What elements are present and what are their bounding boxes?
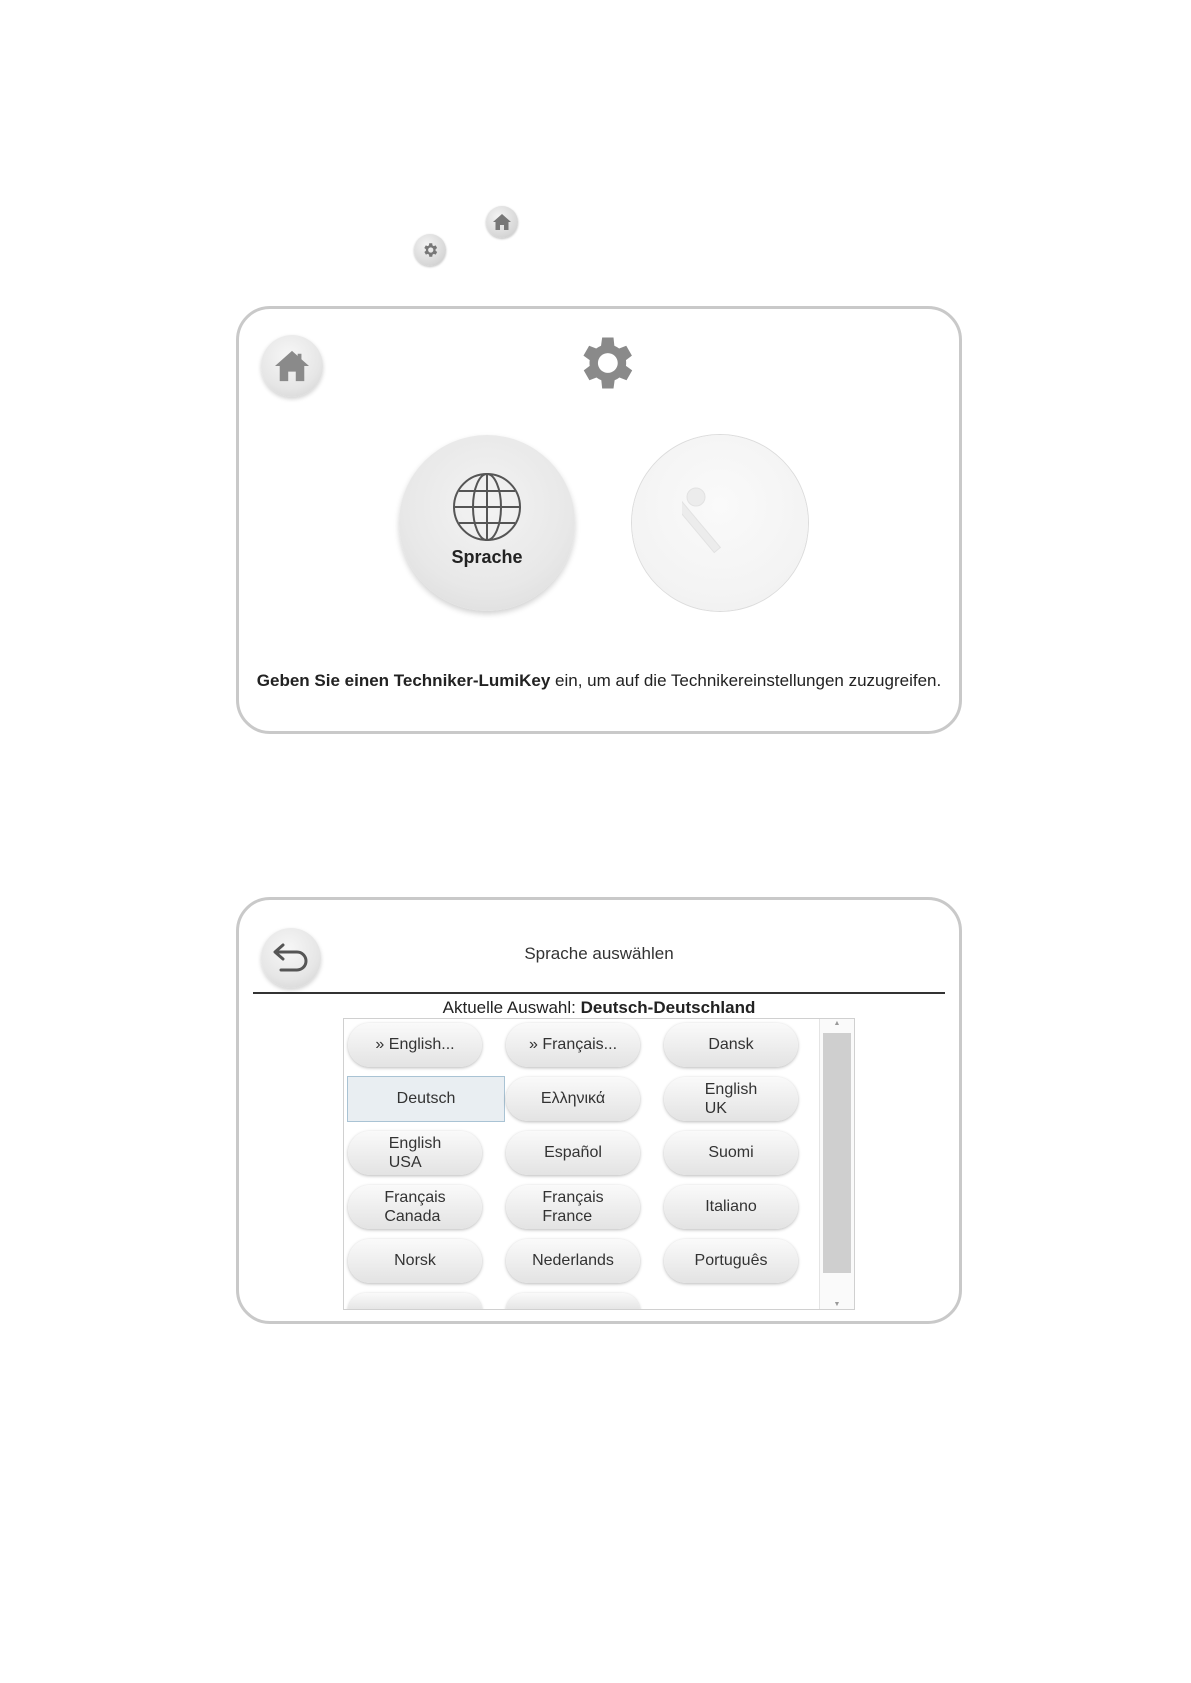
wrench-icon — [682, 483, 762, 563]
language-option-partial[interactable] — [348, 1293, 482, 1310]
language-option-label: Português — [694, 1252, 768, 1270]
scroll-down-arrow-icon[interactable]: ▼ — [833, 1301, 841, 1308]
globe-icon — [451, 471, 523, 543]
language-option[interactable] — [348, 1185, 482, 1229]
language-button[interactable] — [399, 435, 575, 611]
home-icon — [486, 206, 518, 238]
language-option[interactable] — [664, 1023, 798, 1067]
language-option-label: Deutsch — [396, 1090, 456, 1108]
language-option[interactable] — [348, 1239, 482, 1283]
language-option-label: Ελληνικά — [540, 1090, 606, 1108]
language-option-label: English USA — [388, 1134, 442, 1171]
page-title: Sprache auswählen — [524, 944, 674, 963]
language-option[interactable] — [506, 1131, 640, 1175]
scroll-up-arrow-icon[interactable]: ▲ — [833, 1020, 841, 1027]
language-option[interactable] — [664, 1185, 798, 1229]
language-option-label: English UK — [704, 1080, 758, 1117]
current-selection-label: Aktuelle Auswahl: — [442, 998, 581, 1017]
current-selection — [239, 998, 959, 1018]
language-grid — [348, 1023, 816, 1310]
language-option-label: Italiano — [705, 1198, 757, 1216]
language-option[interactable] — [664, 1131, 798, 1175]
divider — [253, 992, 945, 994]
language-option[interactable] — [348, 1023, 482, 1067]
language-option[interactable] — [506, 1077, 640, 1121]
language-option-label: » Français... — [528, 1036, 618, 1054]
language-list[interactable] — [343, 1018, 855, 1310]
language-option[interactable] — [506, 1239, 640, 1283]
info-bold-text: Geben Sie einen Techniker-LumiKey — [256, 671, 551, 690]
language-option[interactable] — [506, 1023, 640, 1067]
gear-icon — [571, 329, 639, 397]
language-option[interactable] — [664, 1077, 798, 1121]
home-icon — [273, 349, 311, 383]
language-option-label: Norsk — [394, 1252, 436, 1270]
scroll-thumb[interactable] — [823, 1033, 851, 1273]
language-option-partial[interactable] — [506, 1293, 640, 1310]
info-rest-text: ein, um auf die Technikereinstellungen zuzugreifen. — [550, 671, 942, 690]
home-button[interactable] — [261, 335, 323, 397]
language-option[interactable] — [348, 1077, 504, 1121]
language-option-label: Español — [544, 1144, 602, 1162]
language-option[interactable] — [348, 1131, 482, 1175]
gear-icon — [414, 234, 446, 266]
language-option-label: Français Canada — [384, 1188, 446, 1225]
language-option-label: Dansk — [708, 1036, 754, 1054]
language-option-label: Nederlands — [532, 1252, 614, 1270]
language-option[interactable] — [506, 1185, 640, 1229]
language-option-label: » English... — [375, 1036, 455, 1054]
language-option-label: Français France — [542, 1188, 604, 1225]
scrollbar[interactable] — [819, 1019, 854, 1309]
settings-screen — [236, 306, 962, 734]
current-selection-value: Deutsch-Deutschland — [580, 998, 756, 1017]
technician-info-text — [239, 671, 959, 691]
technician-settings-button[interactable] — [632, 435, 808, 611]
language-option-label: Suomi — [708, 1144, 754, 1162]
language-screen — [236, 897, 962, 1324]
language-button-label: Sprache — [451, 547, 523, 567]
language-option[interactable] — [664, 1239, 798, 1283]
